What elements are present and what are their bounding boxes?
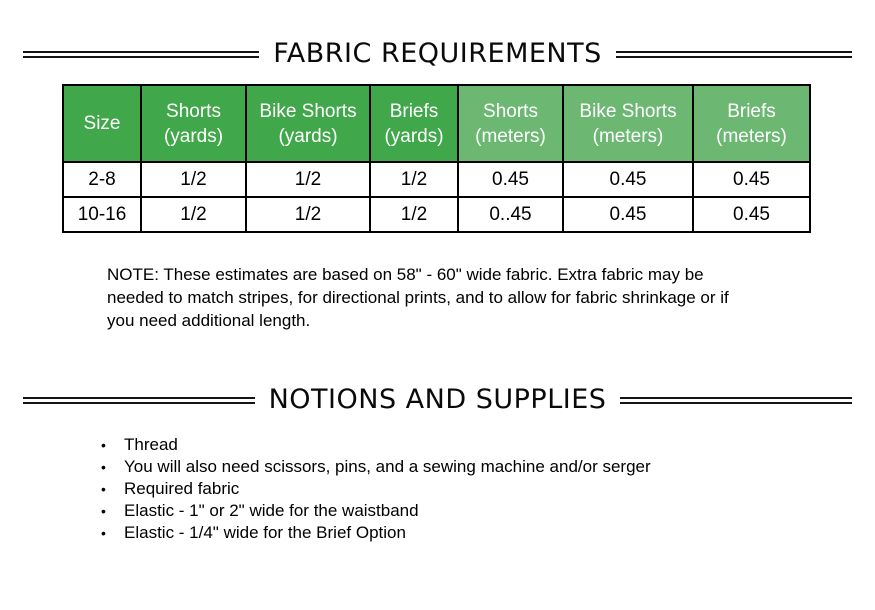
list-item: • Required fabric: [100, 478, 875, 500]
table-row-size-2-8: [63, 162, 810, 197]
table-cell: 1/2: [370, 197, 458, 232]
table-cell: 0.45: [563, 197, 693, 232]
list-item: • You will also need scissors, pins, and a sewing machine and/or serger: [100, 456, 875, 478]
double-rule-left: [23, 51, 259, 58]
table-cell: 1/2: [141, 162, 246, 197]
column-header-briefs-yards: Briefs (yards): [370, 85, 458, 162]
table-cell: 0.45: [458, 162, 563, 197]
section-title-fabric-requirements: FABRIC REQUIREMENTS: [273, 38, 602, 69]
table-row-size-10-16: [63, 197, 810, 232]
fabric-note-line: you need additional length.: [107, 311, 311, 330]
double-rule-right: [620, 397, 852, 404]
column-header-bike-shorts-meters: Bike Shorts (meters): [563, 85, 693, 162]
column-header-shorts-meters: Shorts (meters): [458, 85, 563, 162]
fabric-note: [107, 263, 875, 332]
column-header-size: Size: [63, 85, 141, 162]
table-cell: 0.45: [693, 162, 810, 197]
table-cell: 10-16: [63, 197, 141, 232]
table-cell: 0.45: [693, 197, 810, 232]
double-rule-left: [23, 397, 255, 404]
column-header-briefs-meters: Briefs (meters): [693, 85, 810, 162]
supplies-list: [100, 434, 875, 544]
table-cell: 0.45: [563, 162, 693, 197]
fabric-requirements-heading: [23, 38, 852, 70]
table-cell: 2-8: [63, 162, 141, 197]
table-cell: 1/2: [246, 197, 370, 232]
table-header-row: [63, 85, 810, 162]
fabric-note-line: needed to match stripes, for directional prints, and to allow for fabric shrinkage or if: [107, 288, 729, 307]
column-header-bike-shorts-yards: Bike Shorts (yards): [246, 85, 370, 162]
table-cell: 1/2: [370, 162, 458, 197]
list-item: • Elastic - 1" or 2" wide for the waistband: [100, 500, 875, 522]
section-title-notions: NOTIONS AND SUPPLIES: [268, 384, 607, 415]
fabric-note-line: NOTE: These estimates are based on 58" - 60" wide fabric. Extra fabric may be: [107, 265, 704, 284]
table-cell: 1/2: [141, 197, 246, 232]
table-cell: 0..45: [458, 197, 563, 232]
fabric-requirements-table: [62, 84, 811, 233]
list-item: • Thread: [100, 434, 875, 456]
table-cell: 1/2: [246, 162, 370, 197]
list-item: • Elastic - 1/4" wide for the Brief Option: [100, 522, 875, 544]
notions-supplies-heading: [23, 384, 852, 416]
column-header-shorts-yards: Shorts (yards): [141, 85, 246, 162]
double-rule-right: [616, 51, 852, 58]
